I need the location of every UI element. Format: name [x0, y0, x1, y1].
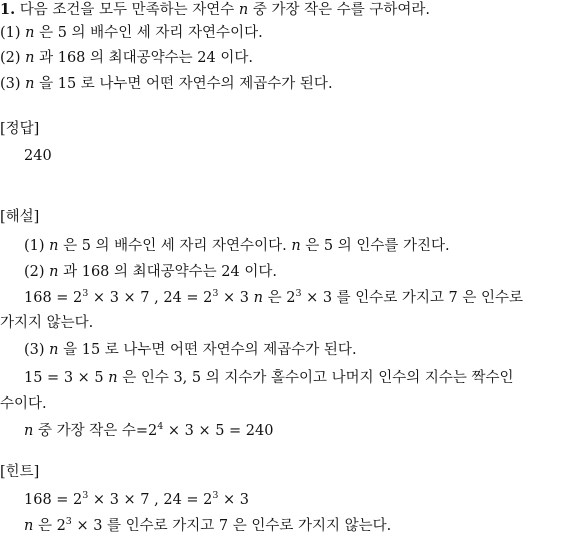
explanation-line-6: 15 = 3 × 5 n 은 인수 3, 5 의 지수가 홀수이고 나머지 인수의 지수는 짝수인: [24, 370, 514, 386]
problem-stem-line: 1. 다음 조건을 모두 만족하는 자연수 n 중 가장 작은 수를 구하여라.: [0, 1, 430, 18]
explanation-line-3: $168 = 2^3 \times 3 \times 7$ , $24 = 2^3 \times 3$ n 은 $2^3 \times 3$ 를 인수로 가지고 7 은 인수로: [24, 288, 524, 306]
explanation-line-8: n 중 가장 작은 수$=2^4 \times 3 \times 5 = 240$: [24, 421, 274, 439]
explanation-line-7: 수이다.: [0, 396, 47, 412]
hint-line-1: $168 = 2^3 \times 3 \times 7$ , $24 = 2^3 \times 3$: [24, 490, 250, 508]
answer-heading: [정답]: [0, 121, 40, 137]
explanation-line-1: (1) n 은 5 의 배수인 세 자리 자연수이다. n 은 5 의 인수를 가진다.: [24, 238, 450, 254]
explanation-line-2: (2) n 과 168 의 최대공약수는 24 이다.: [24, 264, 277, 280]
problem-condition-1: (1) n 은 5 의 배수인 세 자리 자연수이다.: [0, 25, 263, 41]
problem-condition-2: (2) n 과 168 의 최대공약수는 24 이다.: [0, 50, 253, 66]
hint-heading: [힌트]: [0, 464, 40, 480]
explanation-heading: [해설]: [0, 209, 40, 225]
problem-condition-3: (3) n 을 15 로 나누면 어떤 자연수의 제곱수가 된다.: [0, 76, 333, 92]
explanation-line-5: (3) n 을 15 로 나누면 어떤 자연수의 제곱수가 된다.: [24, 342, 357, 358]
answer-value: 240: [24, 148, 52, 164]
problem-number: 1.: [0, 1, 16, 18]
hint-line-2: n 은 $2^3 \times 3$ 를 인수로 가지고 7 은 인수로 가지지 않는다.: [24, 516, 392, 534]
explanation-line-4: 가지지 않는다.: [0, 315, 94, 331]
